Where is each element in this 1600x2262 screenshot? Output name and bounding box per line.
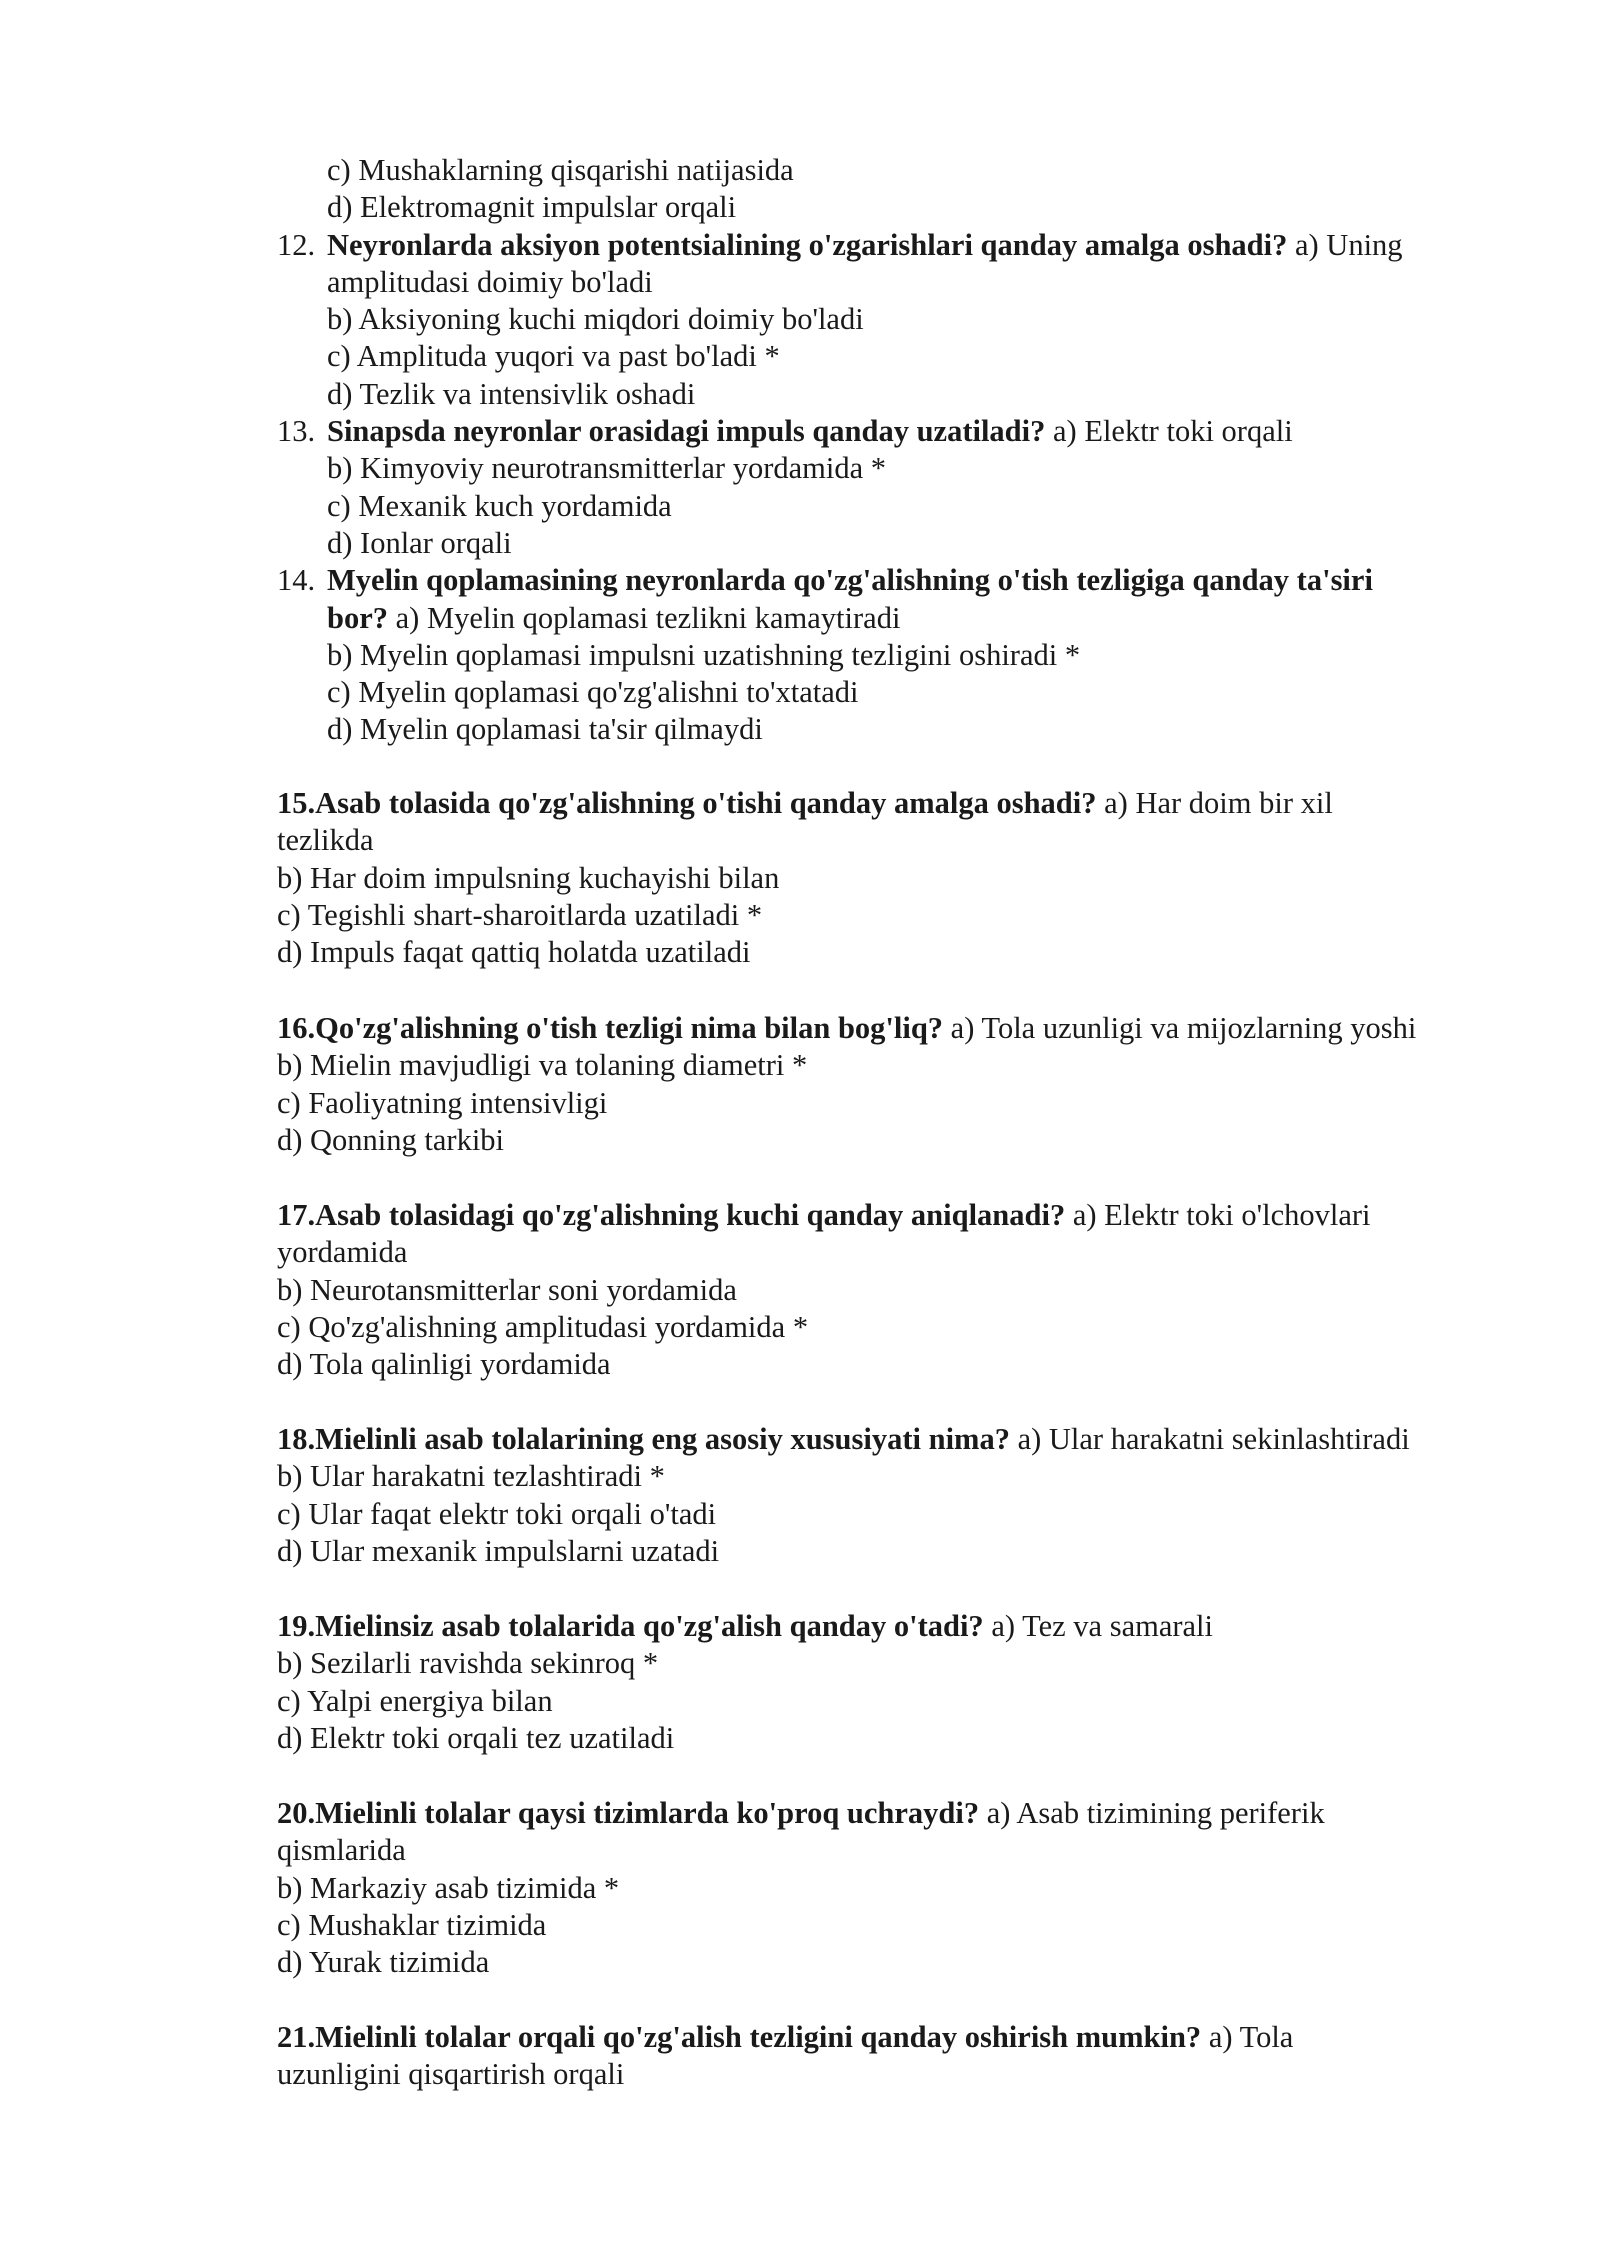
question-21 [277,2019,1507,2094]
question-19 [277,1608,1507,1757]
question-text: 18.Mielinli asab tolalarining eng asosiy xususiyati nima? [277,1422,1010,1456]
option-a-continued: tezlikda [277,823,374,858]
option-a: a) Uning [1294,227,1403,262]
option-line: c) Mexanik kuch yordamida [327,488,672,523]
option-line: b) Kimyoviy neurotransmitterlar yordamida * [327,451,887,486]
option-line: b) Markaziy asab tizimida * [277,1870,620,1905]
question-12 [277,227,1507,264]
option-a-continued: yordamida [277,1235,408,1270]
option-line: b) Sezilarli ravishda sekinroq * [277,1646,659,1681]
question-number: 12. [277,227,316,262]
option-a: a) Asab tizimining periferik [986,1796,1325,1830]
option-line: d) Ular mexanik impulslarni uzatadi [277,1533,720,1568]
question-20 [277,1795,1507,1981]
question-text: 17.Asab tolasidagi qo'zg'alishning kuchi qanday aniqlanadi? [277,1198,1066,1232]
option-a-continued: qismlarida [277,1833,406,1868]
option-line: d) Elektromagnit impulslar orqali [327,190,737,225]
option-a-continued: uzunligini qisqartirish orqali [277,2057,625,2092]
question-17 [277,1197,1507,1383]
option-line: c) Amplituda yuqori va past bo'ladi * [327,339,780,374]
question-text: 21.Mielinli tolalar orqali qo'zg'alish tezligini qanday oshirish mumkin? [277,2020,1202,2054]
option-line: b) Mielin mavjudligi va tolaning diametri * [277,1048,808,1083]
option-line: b) Myelin qoplamasi impulsni uzatishning tezligini oshiradi * [327,637,1081,672]
option-line: d) Ionlar orqali [327,525,512,560]
option-line: d) Qonning tarkibi [277,1122,505,1157]
question-14 [277,562,1507,599]
question-text: 19.Mielinsiz asab tolalarida qo'zg'alish qanday o'tadi? [277,1609,984,1643]
question-text: Sinapsda neyronlar orasidagi impuls qanday uzatiladi? [327,414,1046,449]
question-text: Myelin qoplamasining neyronlarda qo'zg'alishning o'tish tezligiga qanday ta'siri [327,563,1373,598]
numbered-questions-block [277,152,1507,749]
option-a: a) Ular harakatni sekinlashtiradi [1017,1422,1410,1456]
option-line: b) Har doim impulsning kuchayishi bilan [277,860,780,895]
question-16 [277,1010,1507,1159]
question-number: 14. [277,563,316,598]
option-line: b) Ular harakatni tezlashtiradi * [277,1459,665,1494]
option-a: a) Tola uzunligi va mijozlarning yoshi [950,1011,1417,1045]
option-line: d) Myelin qoplamasi ta'sir qilmaydi [327,712,763,747]
option-line: c) Yalpi energiya bilan [277,1683,553,1718]
option-line: c) Faoliyatning intensivligi [277,1085,608,1120]
option-line: d) Elektr toki orqali tez uzatiladi [277,1720,675,1755]
option-line: c) Tegishli shart-sharoitlarda uzatiladi * [277,897,763,932]
option-line: d) Impuls faqat qattiq holatda uzatiladi [277,935,751,970]
question-text: Neyronlarda aksiyon potentsialining o'zgarishlari qanday amalga oshadi? [327,227,1288,262]
question-text: 16.Qo'zg'alishning o'tish tezligi nima bilan bog'liq? [277,1011,944,1045]
option-line: d) Tola qalinligi yordamida [277,1347,611,1382]
option-line: b) Neurotansmitterlar soni yordamida [277,1272,737,1307]
question-text-continued: bor? [327,600,388,635]
question-text: 20.Mielinli tolalar qaysi tizimlarda ko'proq uchraydi? [277,1796,980,1830]
option-line: b) Aksiyoning kuchi miqdori doimiy bo'ladi [327,302,864,337]
option-a-continued: amplitudasi doimiy bo'ladi [327,264,653,299]
option-line: d) Yurak tizimida [277,1945,490,1980]
question-13 [277,413,1507,450]
option-line: c) Myelin qoplamasi qo'zg'alishni to'xtatadi [327,675,859,710]
option-a: a) Myelin qoplamasi tezlikni kamaytiradi [395,600,901,635]
question-text: 15.Asab tolasida qo'zg'alishning o'tishi qanday amalga oshadi? [277,786,1097,820]
option-a: a) Elektr toki o'lchovlari [1072,1198,1371,1232]
option-a: a) Tez va samarali [991,1609,1214,1643]
question-15 [277,785,1507,971]
option-line: c) Mushaklar tizimida [277,1907,547,1942]
question-18 [277,1421,1507,1570]
option-a: a) Har doim bir xil [1104,786,1333,820]
option-line: c) Ular faqat elektr toki orqali o'tadi [277,1496,717,1531]
option-line: c) Mushaklarning qisqarishi natijasida [327,153,794,187]
option-line: d) Tezlik va intensivlik oshadi [327,376,696,411]
option-line: c) Qo'zg'alishning amplitudasi yordamida * [277,1309,809,1344]
question-number: 13. [277,414,316,449]
question-14-continued [277,600,1507,637]
option-a: a) Elektr toki orqali [1053,414,1293,449]
option-a: a) Tola [1208,2020,1294,2054]
